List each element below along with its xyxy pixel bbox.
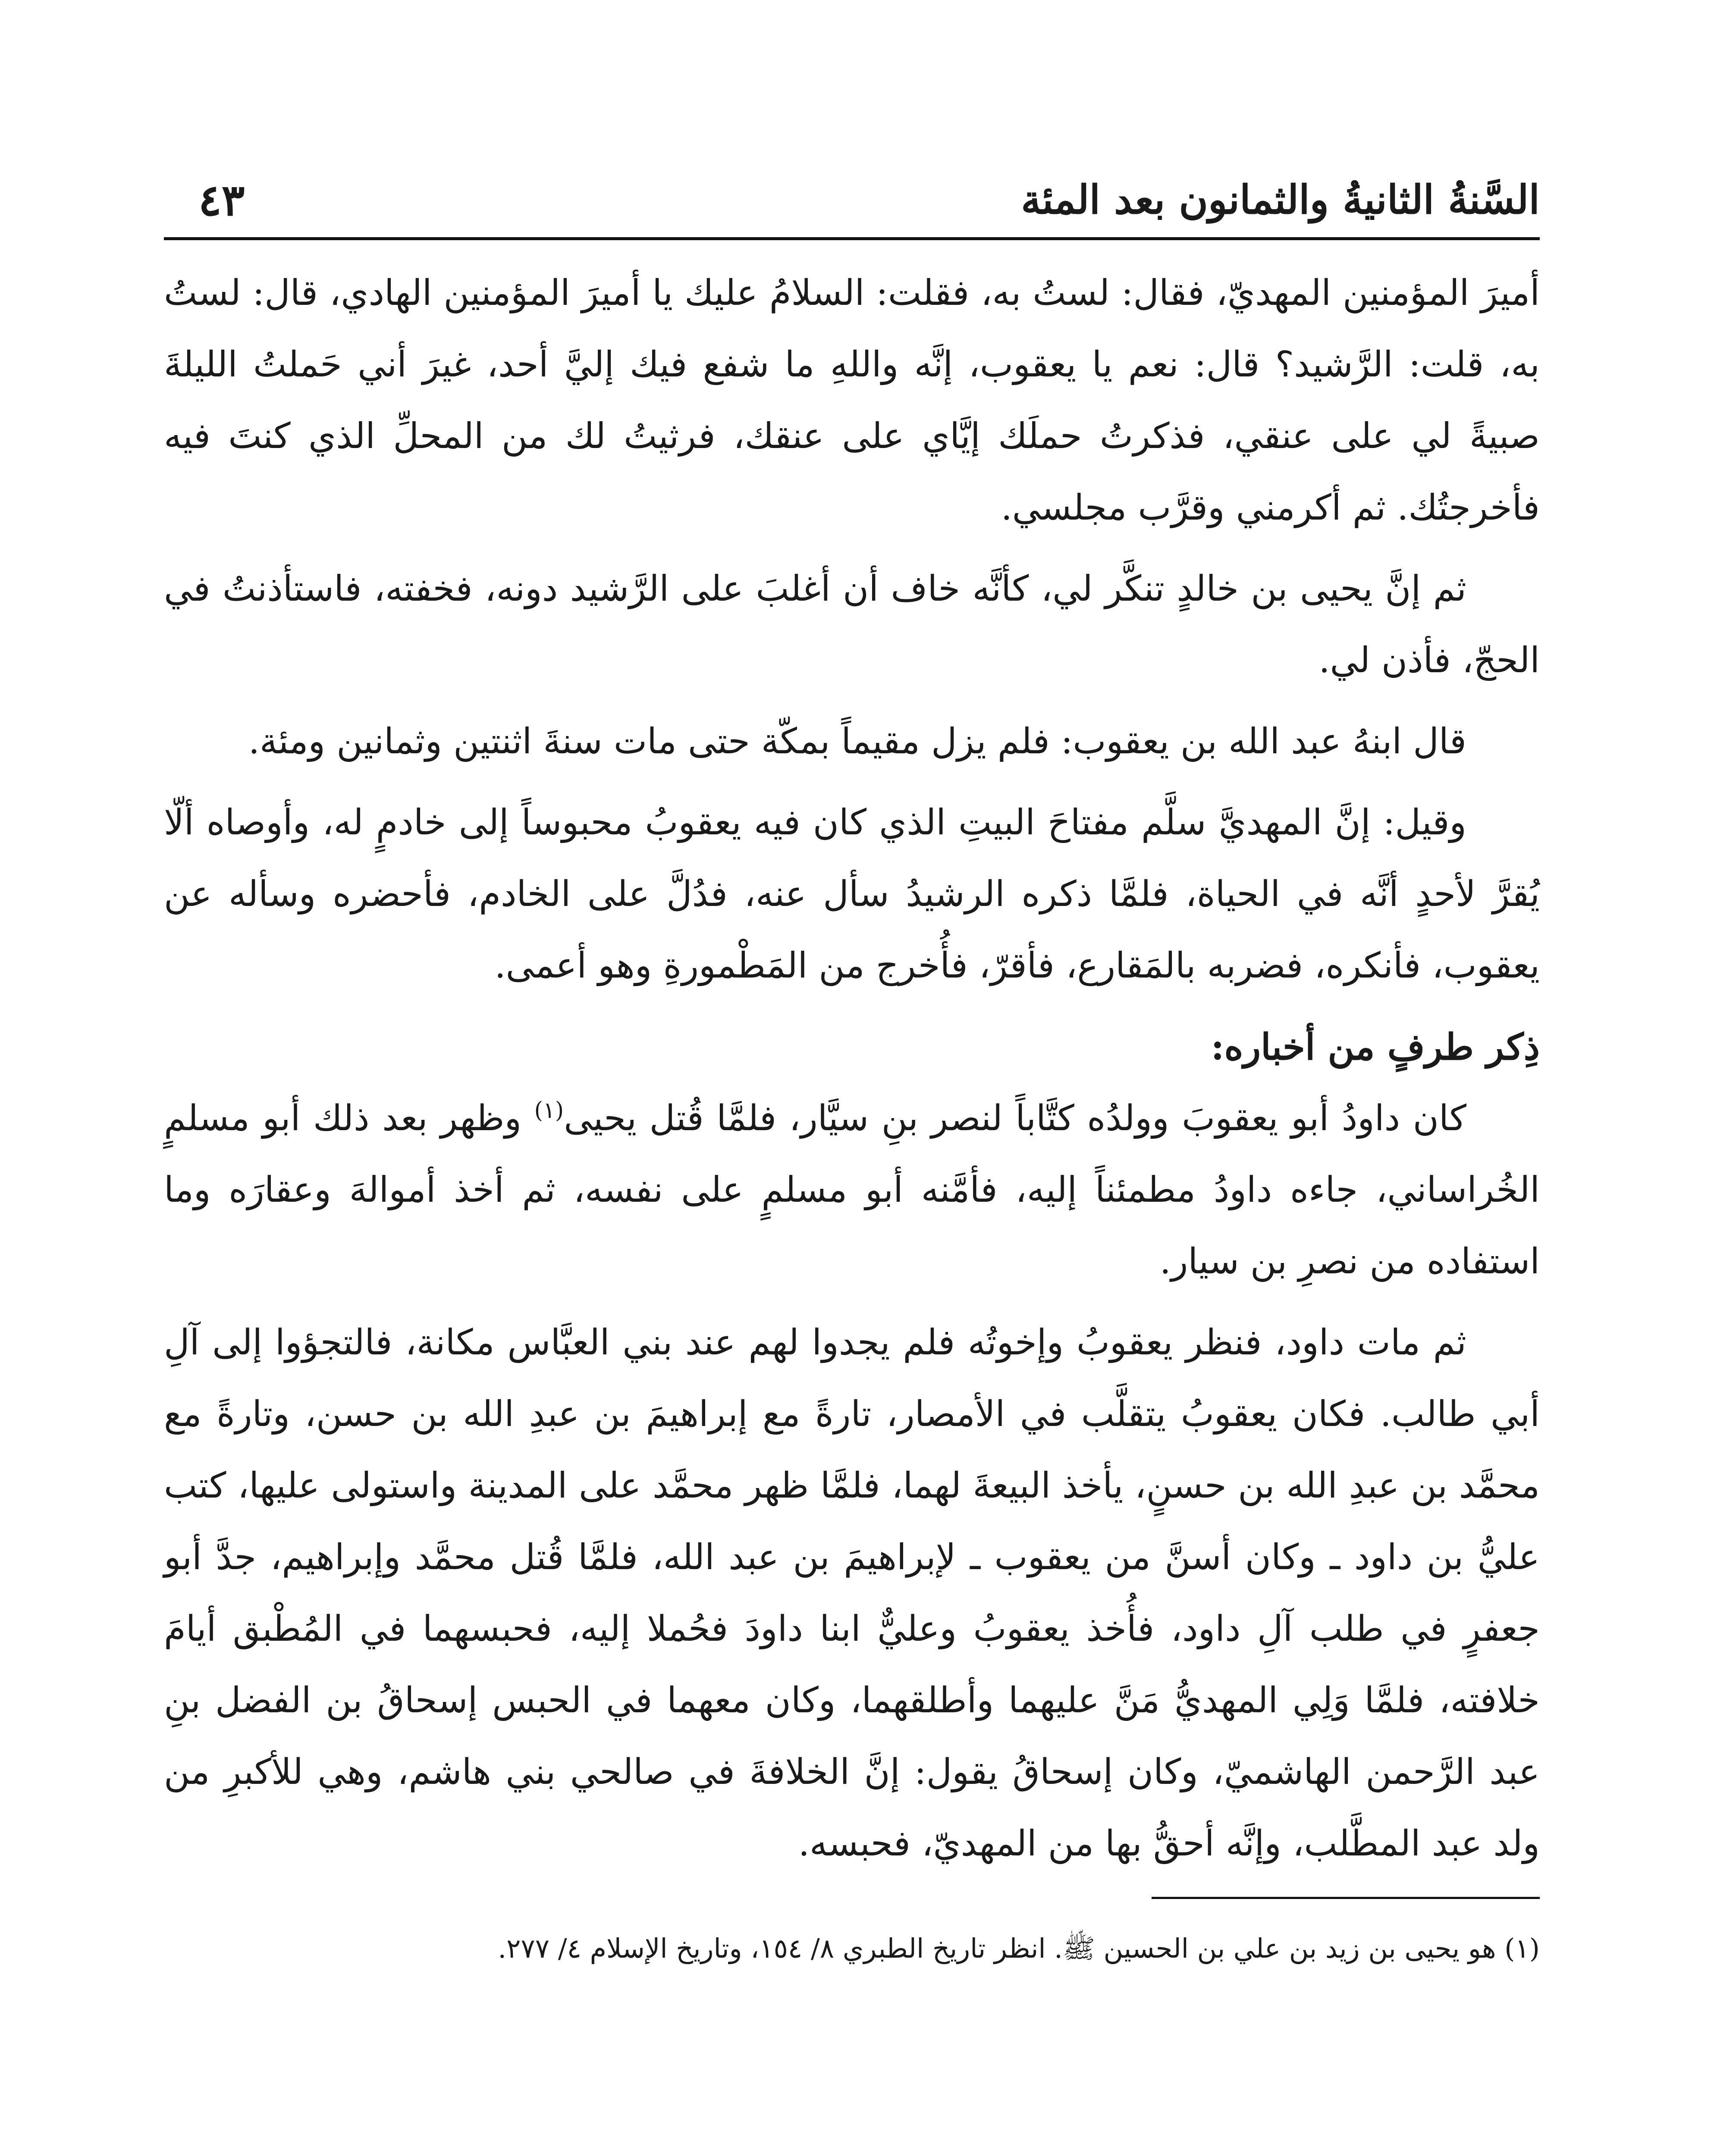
paragraph-6: ثم مات داود، فنظر يعقوبُ وإخوتُه فلم يجدوا لهم عند بني العبَّاس مكانة، فالتجؤوا إلى آلِ أبي طالب. فكان يعقوبُ يتقلَّب في الأمصار، تارةً مع إبراهيمَ بن عبدِ الله بن حسن، وتارةً مع محمَّد بن عبدِ الله بن حسنٍ، يأخذ البيعةَ لهما، فلمَّا ظهر محمَّد على المدينة واستولى عليها، كتب عليُّ بن داود ـ وكان أسنَّ من يعقوب ـ لإبراهيمَ بن عبد الله، فلمَّا قُتل محمَّد وإبراهيم، جدَّ أبو جعفرٍ في طلب آلِ داود، فأُخذ يعقوبُ وعليٌّ ابنا داودَ فحُملا إليه، فحبسهما في المُطْبق أيامَ خلافته، فلمَّا وَلِي المهديُّ مَنَّ عليهما وأطلقهما، وكان معهما في الحبس إسحاقُ بن الفضل بنِ عبد الرَّحمن الهاشميّ، وكان إسحاقُ يقول: إنَّ الخلافةَ في صالحي بني هاشم، وهي للأكبرِ من ولد عبد المطَّلب، وإنَّه أحقُّ بها من المهديّ، فحبسه. bbox=[164, 1322, 1540, 1864]
paragraph-5-text-end: وظهر بعد ذلك أبو مسلمٍ الخُراساني، جاءه داودُ مطمئناً إليه، فأمَّنه أبو مسلمٍ على نفسه، ثم أخذ أموالهَ وعقارَه وما استفاده من نصرِ بن سيار. bbox=[164, 1098, 1540, 1282]
paragraph-5-text-start: كان داودُ أبو يعقوبَ وولدُه كتَّاباً لنصر بنِ سيَّار، فلمَّا قُتل يحيى bbox=[564, 1098, 1466, 1139]
section-heading: ذِكر طرفٍ من أخباره: bbox=[1211, 1025, 1540, 1068]
paragraph-5 bbox=[164, 1083, 1540, 1297]
running-title: السَّنةُ الثانيةُ والثمانون بعد المئة bbox=[1021, 176, 1540, 223]
paragraph-2: ثم إنَّ يحيى بن خالدٍ تنكَّر لي، كأنَّه خاف أن أغلبَ على الرَّشيد دونه، فخفته، فاستأذنتُ في الحجّ، فأذن لي. bbox=[164, 568, 1540, 681]
page-number: ٤٣ bbox=[198, 175, 245, 226]
book-page bbox=[164, 164, 1540, 2156]
paragraph-1: أميرَ المؤمنين المهديّ، فقال: لستُ به، فقلت: السلامُ عليك يا أميرَ المؤمنين الهادي، قال: لستُ به، قلت: الرَّشيد؟ قال: نعم يا يعقوب، إنَّه واللهِ ما شفع فيك إليَّ أحد، غيرَ أني حَملتُ الليلةَ صبيةً لي على عنقي، فذكرتُ حملَك إيَّاي على عنقك، فرثيتُ لك من المحلِّ الذي كنتَ فيه فأخرجتُك. ثم أكرمني وقرَّب مجلسي. bbox=[164, 273, 1540, 528]
paragraph-4: وقيل: إنَّ المهديَّ سلَّم مفتاحَ البيتِ الذي كان فيه يعقوبُ محبوساً إلى خادمٍ له، وأوصاه ألّا يُقرَّ لأحدٍ أنَّه في الحياة، فلمَّا ذكره الرشيدُ سأل عنه، فدُلَّ على الخادم، فأحضره وسأله عن يعقوب، فأنكره، فضربه بالمَقارع، فأقرّ، فأُخرج من المَطْمورةِ وهو أعمى. bbox=[164, 802, 1540, 986]
paragraph-3: قال ابنهُ عبد الله بن يعقوب: فلم يزل مقيماً بمكّة حتى مات سنةَ اثنتين وثمانين ومئة. bbox=[248, 721, 1466, 762]
page-body bbox=[164, 257, 1540, 1880]
footnote: (١) هو يحيى بن زيد بن علي بن الحسين ﷺ. انظر تاريخ الطبري ٨/ ١٥٤، وتاريخ الإسلام ٤/ ٢٧٧. bbox=[498, 1933, 1540, 1964]
footnote-reference: (١) bbox=[534, 1097, 564, 1124]
footnote-divider bbox=[1152, 1897, 1540, 1899]
page-header bbox=[164, 164, 1540, 240]
